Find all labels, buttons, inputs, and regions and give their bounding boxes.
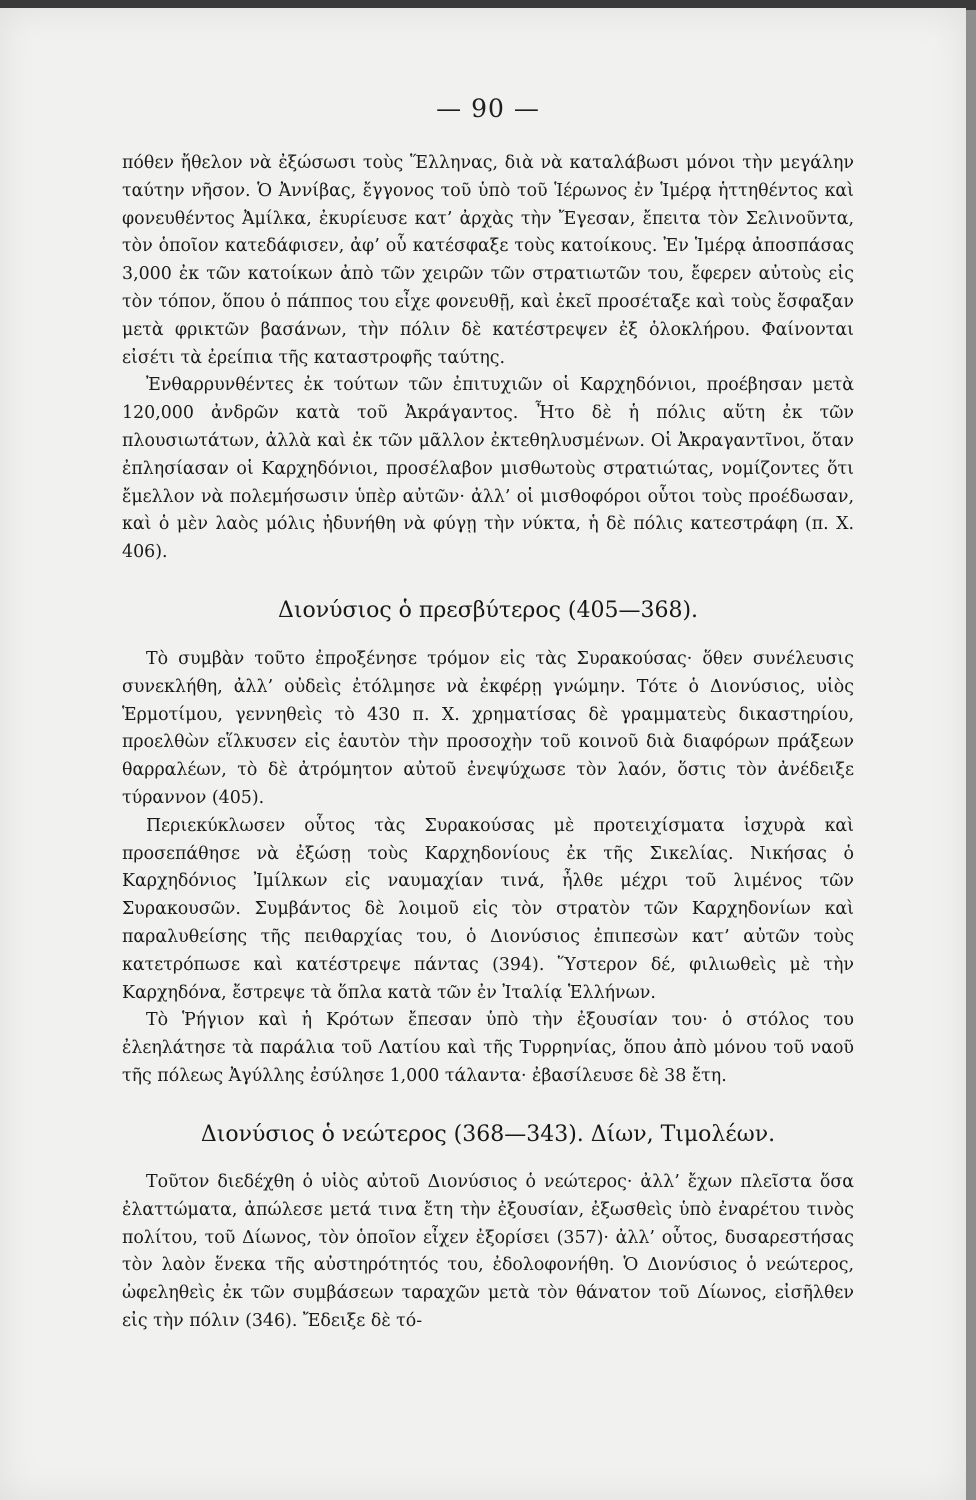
section-heading-dionysius-younger: Διονύσιος ὁ νεώτερος (368—343). Δίων, Τιμολέων. <box>200 1122 776 1147</box>
paragraph: Τὸ Ῥήγιον καὶ ἡ Κρότων ἔπεσαν ὑπὸ τὴν ἐξουσίαν του· ὁ στόλος του ἐλεηλάτησε τὰ παράλια τοῦ Λατίου καὶ τῆς Τυρρηνίας, ὅπου ἀπὸ μόνου τοῦ ναοῦ τῆς πόλεως Ἀγύλλης ἐσύλησε 1,000 τάλαντα· ἐβασίλευσε δὲ 38 ἔτη. <box>122 1010 854 1086</box>
section-heading-dionysius-elder: Διονύσιος ὁ πρεσβύτερος (405—368). <box>277 598 699 623</box>
paragraph: Τοῦτον διεδέχθη ὁ υἱὸς αὐτοῦ Διονύσιος ὁ νεώτερος· ἀλλ’ ἔχων πλεῖστα ὅσα ἐλαττώματα, ἀπώλεσε μετά τινα ἔτη τὴν ἐξουσίαν, ἐξωσθεὶς ὑπὸ ἐναρέτου τινὸς πολίτου, τοῦ Δίωνος, τὸν ὁποῖον εἶχεν ἐξορίσει (357)· ἀλλ’ οὗτος, δυσαρεστήσας τὸν λαὸν ἕνεκα τῆς αὐστηρότητός του, ἐδολοφονήθη. Ὁ Διονύσιος ὁ νεώτερος, ὠφεληθεὶς ἐκ τῶν συμβάσεων ταραχῶν μετὰ τὸν θάνατον τοῦ Δίωνος, εἰσῆλθεν εἰς τὴν πόλιν (346). Ἔδειξε δὲ τό- <box>122 1172 854 1331</box>
paragraph: πόθεν ἤθελον νὰ ἐξώσωσι τοὺς Ἕλληνας, διὰ νὰ καταλάβωσι μόνοι τὴν μεγάλην ταύτην νῆσον. Ὁ Ἀννίβας, ἔγγονος τοῦ ὑπὸ τοῦ Ἱέρωνος ἐν Ἱμέρᾳ ἡττηθέντος καὶ φονευθέντος Ἀμίλκα, ἐκυρίευσε κατ’ ἀρχὰς τὴν Ἔγεσαν, ἔπειτα τὸν Σελινοῦντα, τὸν ὁποῖον κατεδάφισεν, ἀφ’ οὗ κατέσφαξε τοὺς κατοίκους. Ἐν Ἱμέρᾳ ἀποσπάσας 3,000 ἐκ τῶν κατοίκων ἀπὸ τῶν χειρῶν τῶν στρατιωτῶν του, ἔφερεν αὐτοὺς εἰς τὸν τόπον, ὅπου ὁ πάππος του εἶχε φονευθῇ, καὶ ἐκεῖ προσέταξε καὶ τοὺς ἔσφαξαν μετὰ φρικτῶν βασάνων, τὴν πόλιν δὲ κατέστρεψεν ἐξ ὁλοκλήρου. Φαίνονται εἰσέτι τὰ ἐρείπια τῆς καταστροφῆς ταύτης. <box>122 153 854 368</box>
paragraph: Ἐνθαρρυνθέντες ἐκ τούτων τῶν ἐπιτυχιῶν οἱ Καρχηδόνιοι, προέβησαν μετὰ 120,000 ἀνδρῶν κατὰ τοῦ Ἀκράγαντος. Ἦτο δὲ ἡ πόλις αὕτη ἐκ τῶν πλουσιωτάτων, ἀλλὰ καὶ ἐκ τῶν μᾶλλον ἐκτεθηλυσμένων. Οἱ Ἀκραγαντῖνοι, ὅταν ἐπλησίασαν οἱ Καρχηδόνιοι, προσέλαβον μισθωτοὺς στρατιώτας, νομίζοντες ὅτι ἔμελλον νὰ πολεμήσωσιν ὑπὲρ αὐτῶν· ἀλλ’ οἱ μισθοφόροι οὗτοι τοὺς προέδωσαν, καὶ ὁ μὲν λαὸς μόλις ἠδυνήθη νὰ φύγῃ τὴν νύκτα, ἡ δὲ πόλις κατεστράφη (π. Χ. 406). <box>122 375 854 563</box>
paragraph: Περιεκύκλωσεν οὗτος τὰς Συρακούσας μὲ προτειχίσματα ἰσχυρὰ καὶ προσεπάθησε νὰ ἐξώσῃ τοὺς Καρχηδονίους ἐκ τῆς Σικελίας. Νικήσας ὁ Καρχηδόνιος Ἰμίλκων εἰς ναυμαχίαν τινά, ἦλθε μέχρι τοῦ λιμένος τῶν Συρακουσῶν. Συμβάντος δὲ λοιμοῦ εἰς τὸν στρατὸν τῶν Καρχηδονίων καὶ παραλυθείσης τῆς πειθαρχίας του, ὁ Διονύσιος ἐπιπεσὼν κατ’ αὐτῶν τοὺς κατετρόπωσε καὶ κατέστρεψε πάντας (394). Ὕστερον δέ, φιλιωθεὶς μὲ τὴν Καρχηδόνα, ἔστρεψε τὰ ὅπλα κατὰ τῶν ἐν Ἰταλίᾳ Ἑλλήνων. <box>122 815 854 1003</box>
paragraph: Τὸ συμβὰν τοῦτο ἐπροξένησε τρόμον εἰς τὰς Συρακούσας· ὅθεν συνέλευσις συνεκλήθη, ἀλλ’ οὐδεὶς ἐτόλμησε νὰ ἐκφέρῃ γνώμην. Τότε ὁ Διονύσιος, υἱὸς Ἑρμοτίμου, γεννηθεὶς τὸ 430 π. Χ. χρηματίσας δὲ γραμματεὺς δικαστηρίου, προελθὼν εἵλκυσεν εἰς ἑαυτὸν τὴν προσοχὴν τοῦ κοινοῦ διὰ διαφόρων πράξεων θαρραλέων, τὸ δὲ ἀτρόμητον αὐτοῦ ἐνεψύχωσε τὸν λαόν, ὅστις τὸν ἀνέδειξε τύραννον (405). <box>122 649 854 808</box>
section-opening-text <box>122 150 854 567</box>
section-dionysius-younger-text <box>122 1169 854 1336</box>
section-dionysius-elder-text <box>122 646 854 1091</box>
page-number: — 90 — <box>436 94 540 123</box>
